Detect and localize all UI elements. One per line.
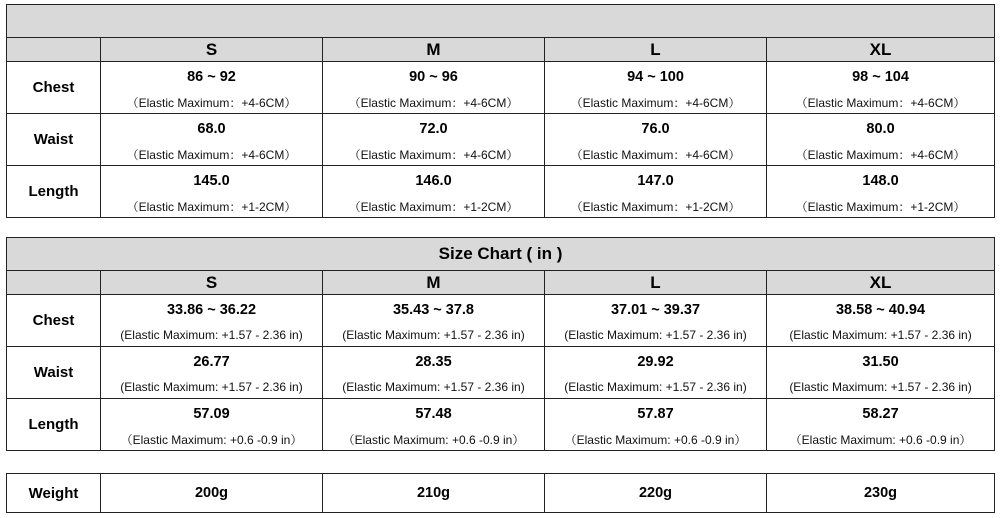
chest-value-m: 90 ~ 96	[323, 62, 545, 92]
length-value-s: 145.0	[101, 166, 323, 196]
size-header-xl: XL	[767, 38, 995, 62]
waist-value-l: 29.92	[545, 347, 767, 377]
waist-note-s: (Elastic Maximum: +1.57 - 2.36 in)	[101, 376, 323, 399]
row-label-waist: Waist	[7, 347, 101, 399]
size-chart-in-table	[6, 237, 995, 451]
length-note-m: （Elastic Maximum: +0.6 -0.9 in）	[323, 428, 545, 451]
chest-value-xl: 38.58 ~ 40.94	[767, 295, 995, 325]
size-header-m: M	[323, 38, 545, 62]
waist-value-xl: 31.50	[767, 347, 995, 377]
size-header-s: S	[101, 271, 323, 295]
corner-cell	[7, 38, 101, 62]
corner-cell	[7, 271, 101, 295]
chest-note-xl: (Elastic Maximum: +1.57 - 2.36 in)	[767, 324, 995, 347]
chest-note-l: （Elastic Maximum：+4-6CM）	[545, 91, 767, 114]
length-note-l: （Elastic Maximum：+1-2CM）	[545, 195, 767, 218]
length-value-xl: 148.0	[767, 166, 995, 196]
length-note-s: （Elastic Maximum: +0.6 -0.9 in）	[101, 428, 323, 451]
chest-value-s: 86 ~ 92	[101, 62, 323, 92]
waist-value-m: 72.0	[323, 114, 545, 144]
length-value-s: 57.09	[101, 399, 323, 429]
length-value-m: 146.0	[323, 166, 545, 196]
row-label-chest: Chest	[7, 295, 101, 347]
waist-note-s: （Elastic Maximum：+4-6CM）	[101, 143, 323, 166]
chest-value-m: 35.43 ~ 37.8	[323, 295, 545, 325]
row-label-length: Length	[7, 399, 101, 451]
size-header-s: S	[101, 38, 323, 62]
waist-note-l: (Elastic Maximum: +1.57 - 2.36 in)	[545, 376, 767, 399]
size-chart-cm-table	[6, 4, 995, 218]
row-label-chest: Chest	[7, 62, 101, 114]
waist-value-xl: 80.0	[767, 114, 995, 144]
waist-note-m: (Elastic Maximum: +1.57 - 2.36 in)	[323, 376, 545, 399]
length-note-xl: （Elastic Maximum: +0.6 -0.9 in）	[767, 428, 995, 451]
chest-value-s: 33.86 ~ 36.22	[101, 295, 323, 325]
length-note-s: （Elastic Maximum：+1-2CM）	[101, 195, 323, 218]
length-value-xl: 58.27	[767, 399, 995, 429]
weight-value-m: 210g	[323, 474, 545, 513]
chest-note-xl: （Elastic Maximum：+4-6CM）	[767, 91, 995, 114]
row-label-waist: Waist	[7, 114, 101, 166]
chest-value-l: 37.01 ~ 39.37	[545, 295, 767, 325]
weight-value-l: 220g	[545, 474, 767, 513]
waist-note-l: （Elastic Maximum：+4-6CM）	[545, 143, 767, 166]
length-value-m: 57.48	[323, 399, 545, 429]
size-header-l: L	[545, 271, 767, 295]
waist-note-m: （Elastic Maximum：+4-6CM）	[323, 143, 545, 166]
size-header-m: M	[323, 271, 545, 295]
waist-value-m: 28.35	[323, 347, 545, 377]
length-note-xl: （Elastic Maximum：+1-2CM）	[767, 195, 995, 218]
length-value-l: 147.0	[545, 166, 767, 196]
size-header-xl: XL	[767, 271, 995, 295]
waist-note-xl: （Elastic Maximum：+4-6CM）	[767, 143, 995, 166]
waist-value-s: 26.77	[101, 347, 323, 377]
waist-value-l: 76.0	[545, 114, 767, 144]
row-label-weight: Weight	[7, 474, 101, 513]
weight-table	[6, 473, 995, 513]
weight-value-s: 200g	[101, 474, 323, 513]
chest-note-s: （Elastic Maximum：+4-6CM）	[101, 91, 323, 114]
length-note-m: （Elastic Maximum：+1-2CM）	[323, 195, 545, 218]
length-value-l: 57.87	[545, 399, 767, 429]
weight-value-xl: 230g	[767, 474, 995, 513]
waist-value-s: 68.0	[101, 114, 323, 144]
chest-note-m: (Elastic Maximum: +1.57 - 2.36 in)	[323, 324, 545, 347]
chest-note-l: (Elastic Maximum: +1.57 - 2.36 in)	[545, 324, 767, 347]
in-table-title: Size Chart ( in )	[7, 238, 995, 271]
waist-note-xl: (Elastic Maximum: +1.57 - 2.36 in)	[767, 376, 995, 399]
chest-note-m: （Elastic Maximum：+4-6CM）	[323, 91, 545, 114]
length-note-l: （Elastic Maximum: +0.6 -0.9 in）	[545, 428, 767, 451]
size-header-l: L	[545, 38, 767, 62]
cm-table-title	[7, 5, 995, 38]
chest-note-s: (Elastic Maximum: +1.57 - 2.36 in)	[101, 324, 323, 347]
chest-value-xl: 98 ~ 104	[767, 62, 995, 92]
row-label-length: Length	[7, 166, 101, 218]
chest-value-l: 94 ~ 100	[545, 62, 767, 92]
